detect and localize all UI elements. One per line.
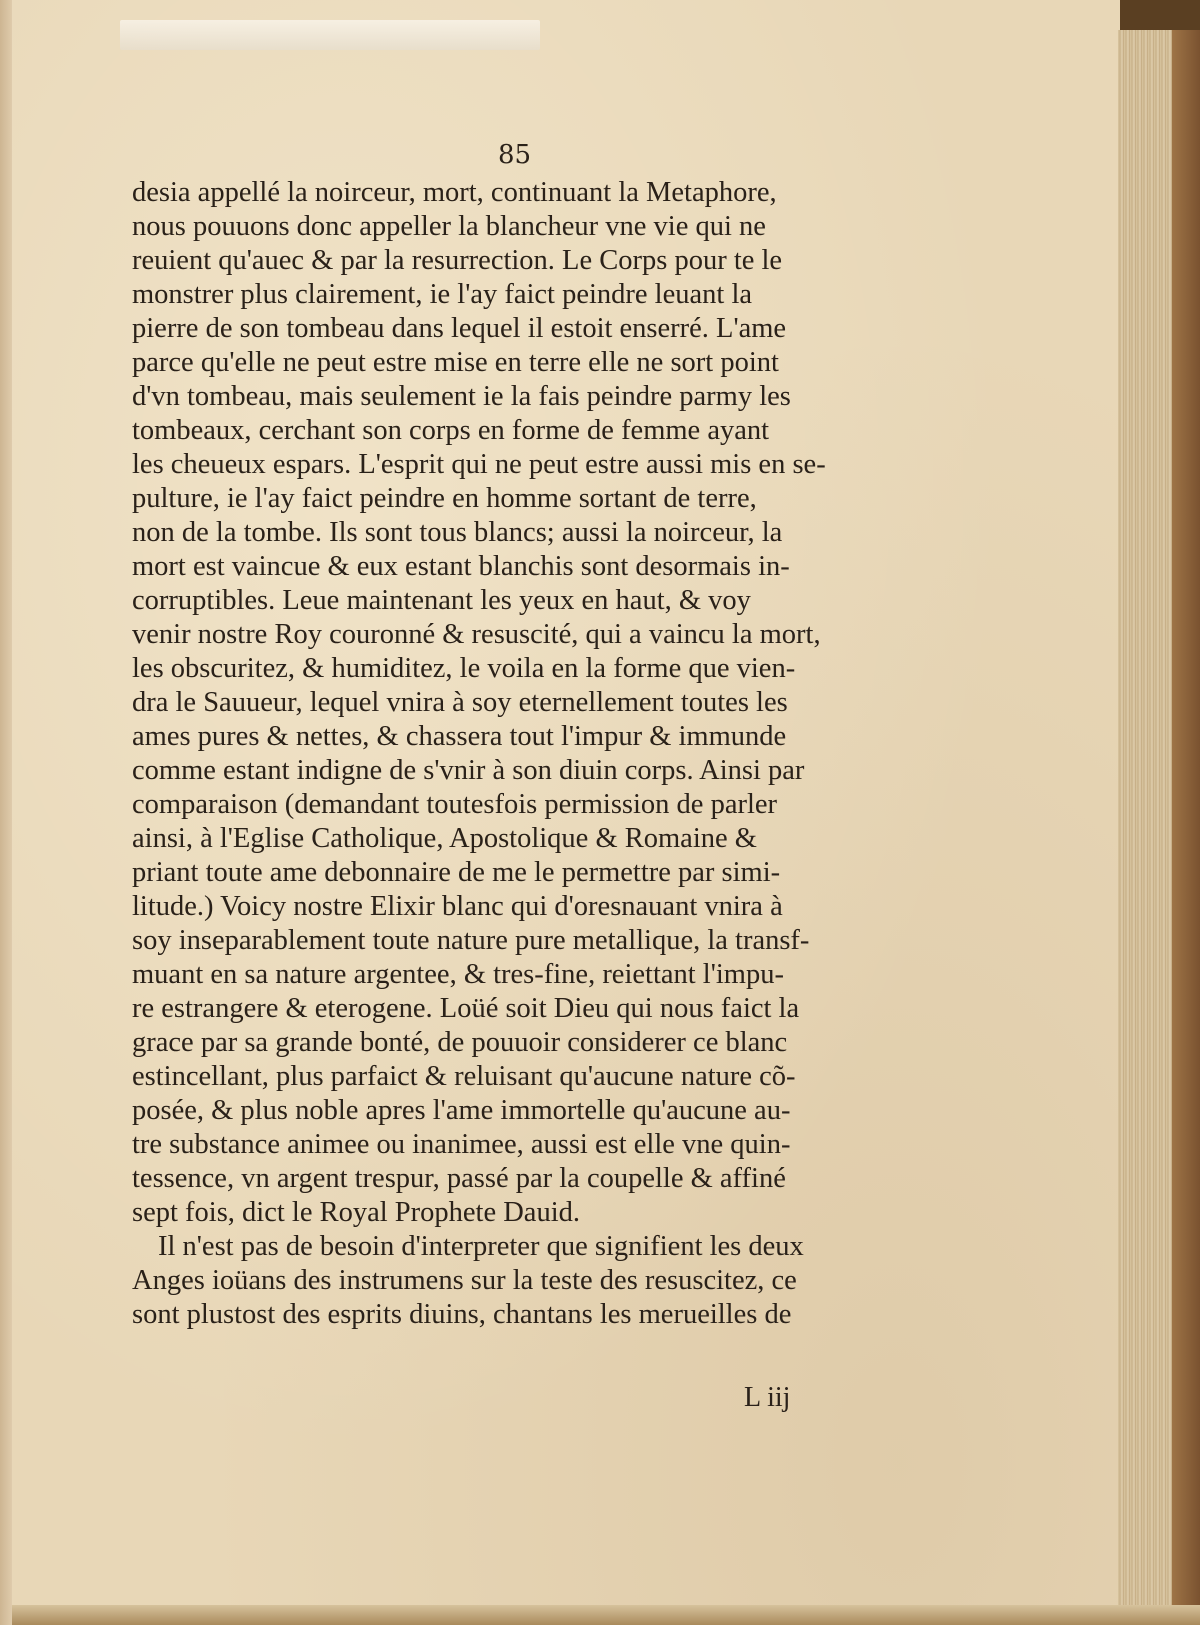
text-line: tessence, vn argent trespur, passé par la coupelle & affiné xyxy=(132,1163,786,1194)
text-line: Il n'est pas de besoin d'interpreter que signifient les deux xyxy=(158,1231,804,1262)
text-line: d'vn tombeau, mais seulement ie la fais peindre parmy les xyxy=(132,381,791,412)
text-line: estincellant, plus parfaict & reluisant qu'aucune nature cõ- xyxy=(132,1061,796,1092)
text-line: tre substance animee ou inanimee, aussi est elle vne quin- xyxy=(132,1129,791,1160)
text-line: sept fois, dict le Royal Prophete Dauid. xyxy=(132,1197,580,1228)
text-line: comparaison (demandant toutesfois permission de parler xyxy=(132,789,778,820)
text-line: parce qu'elle ne peut estre mise en terre elle ne sort point xyxy=(132,347,779,378)
text-line: non de la tombe. Ils sont tous blancs; aussi la noirceur, la xyxy=(132,517,783,548)
text-line: pierre de son tombeau dans lequel il estoit enserré. L'ame xyxy=(132,313,787,344)
text-line: les obscuritez, & humiditez, le voila en la forme que vien- xyxy=(132,653,796,684)
bottom-page-edges xyxy=(12,1605,1200,1625)
text-line: re estrangere & eterogene. Loüé soit Dieu qui nous faict la xyxy=(132,993,800,1024)
text-line: monstrer plus clairement, ie l'ay faict peindre leuant la xyxy=(132,279,753,310)
text-line: nous pouuons donc appeller la blancheur vne vie qui ne xyxy=(132,211,766,242)
book-cover-edge xyxy=(1172,30,1200,1625)
text-line: soy inseparablement toute nature pure metallique, la transf- xyxy=(132,925,810,956)
signature-mark: L iij xyxy=(744,1382,791,1413)
page-number: 85 xyxy=(498,140,532,170)
text-line: desia appellé la noirceur, mort, continuant la Metaphore, xyxy=(132,177,777,208)
text-line: pulture, ie l'ay faict peindre en homme sortant de terre, xyxy=(132,483,757,514)
text-line: venir nostre Roy couronné & resuscité, qui a vaincu la mort, xyxy=(132,619,821,650)
text-line: mort est vaincue & eux estant blanchis sont desormais in- xyxy=(132,551,790,582)
text-line: ames pures & nettes, & chassera tout l'impur & immunde xyxy=(132,721,787,752)
text-line: corruptibles. Leue maintenant les yeux en haut, & voy xyxy=(132,585,751,616)
mount-tape-strip xyxy=(120,20,540,50)
text-line: les cheueux espars. L'esprit qui ne peut estre aussi mis en se- xyxy=(132,449,826,480)
text-line: reuient qu'auec & par la resurrection. Le Corps pour te le xyxy=(132,245,783,276)
text-line: grace par sa grande bonté, de pouuoir considerer ce blanc xyxy=(132,1027,788,1058)
text-line: posée, & plus noble apres l'ame immortelle qu'aucune au- xyxy=(132,1095,791,1126)
text-line: priant toute ame debonnaire de me le permettre par simi- xyxy=(132,857,781,888)
text-line: tombeaux, cerchant son corps en forme de femme ayant xyxy=(132,415,770,446)
text-line: comme estant indigne de s'vnir à son diuin corps. Ainsi par xyxy=(132,755,805,786)
text-line: litude.) Voicy nostre Elixir blanc qui d'oresnauant vnira à xyxy=(132,891,783,922)
text-line: dra le Sauueur, lequel vnira à soy eternellement toutes les xyxy=(132,687,788,718)
text-line: Anges ioüans des instrumens sur la teste des resuscitez, ce xyxy=(132,1265,797,1296)
body-text xyxy=(132,176,892,1332)
text-line: ainsi, à l'Eglise Catholique, Apostolique & Romaine & xyxy=(132,823,757,854)
text-line: muant en sa nature argentee, & tres-fine, reiettant l'impu- xyxy=(132,959,784,990)
text-line: sont plustost des esprits diuins, chantans les merueilles de xyxy=(132,1299,792,1330)
